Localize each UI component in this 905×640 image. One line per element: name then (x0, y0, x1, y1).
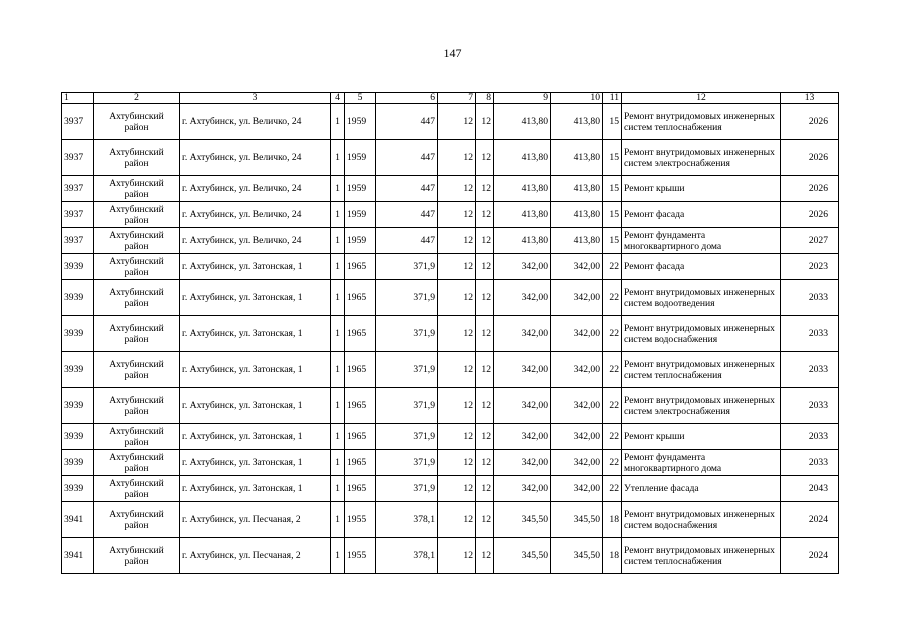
col8-cell: 12 (476, 476, 494, 502)
col11-cell: 22 (603, 476, 622, 502)
year-cell: 1965 (345, 316, 376, 352)
address-cell: г. Ахтубинск, ул. Песчаная, 2 (180, 502, 331, 538)
col11-cell: 15 (603, 140, 622, 176)
house-id-cell: 3939 (62, 280, 94, 316)
col8-cell: 12 (476, 316, 494, 352)
year-planned-cell: 2026 (781, 104, 839, 140)
address-cell: г. Ахтубинск, ул. Затонская, 1 (180, 476, 331, 502)
year-cell: 1965 (345, 424, 376, 450)
col7-cell: 12 (438, 538, 476, 574)
column-number-row (62, 93, 839, 104)
year-cell: 1959 (345, 140, 376, 176)
year-planned-cell: 2033 (781, 450, 839, 476)
area-cell: 378,1 (376, 502, 438, 538)
address-cell: г. Ахтубинск, ул. Затонская, 1 (180, 424, 331, 450)
column-header: 10 (551, 93, 603, 104)
area-cell: 371,9 (376, 254, 438, 280)
col4-cell: 1 (331, 450, 345, 476)
col9-cell: 342,00 (494, 424, 551, 450)
col4-cell: 1 (331, 316, 345, 352)
district-cell: Ахтубинский район (94, 388, 180, 424)
col7-cell: 12 (438, 176, 476, 202)
year-planned-cell: 2027 (781, 228, 839, 254)
year-cell: 1965 (345, 254, 376, 280)
address-cell: г. Ахтубинск, ул. Затонская, 1 (180, 316, 331, 352)
house-id-cell: 3941 (62, 538, 94, 574)
house-id-cell: 3939 (62, 450, 94, 476)
table-row (62, 476, 839, 502)
district-cell: Ахтубинский район (94, 140, 180, 176)
district-cell: Ахтубинский район (94, 202, 180, 228)
col9-cell: 342,00 (494, 254, 551, 280)
year-planned-cell: 2024 (781, 502, 839, 538)
work-type-cell: Ремонт внутридомовых инженерных систем теплоснабжения (622, 538, 781, 574)
column-header: 7 (438, 93, 476, 104)
col7-cell: 12 (438, 228, 476, 254)
house-id-cell: 3937 (62, 228, 94, 254)
table-row (62, 176, 839, 202)
col7-cell: 12 (438, 202, 476, 228)
year-planned-cell: 2033 (781, 352, 839, 388)
work-type-cell: Ремонт крыши (622, 176, 781, 202)
area-cell: 447 (376, 228, 438, 254)
year-planned-cell: 2033 (781, 316, 839, 352)
area-cell: 371,9 (376, 424, 438, 450)
area-cell: 447 (376, 202, 438, 228)
table-row (62, 104, 839, 140)
area-cell: 371,9 (376, 280, 438, 316)
col4-cell: 1 (331, 388, 345, 424)
area-cell: 371,9 (376, 352, 438, 388)
table-row (62, 450, 839, 476)
table-row (62, 502, 839, 538)
area-cell: 371,9 (376, 476, 438, 502)
col4-cell: 1 (331, 140, 345, 176)
year-cell: 1965 (345, 280, 376, 316)
district-cell: Ахтубинский район (94, 280, 180, 316)
col9-cell: 342,00 (494, 388, 551, 424)
year-planned-cell: 2033 (781, 280, 839, 316)
work-type-cell: Ремонт крыши (622, 424, 781, 450)
year-cell: 1959 (345, 228, 376, 254)
col4-cell: 1 (331, 228, 345, 254)
year-planned-cell: 2023 (781, 254, 839, 280)
house-id-cell: 3937 (62, 176, 94, 202)
year-planned-cell: 2024 (781, 538, 839, 574)
house-id-cell: 3939 (62, 424, 94, 450)
col11-cell: 18 (603, 502, 622, 538)
col4-cell: 1 (331, 254, 345, 280)
year-cell: 1955 (345, 502, 376, 538)
col8-cell: 12 (476, 254, 494, 280)
col8-cell: 12 (476, 352, 494, 388)
table-row (62, 352, 839, 388)
col11-cell: 15 (603, 176, 622, 202)
col9-cell: 413,80 (494, 104, 551, 140)
col11-cell: 22 (603, 316, 622, 352)
col10-cell: 342,00 (551, 476, 603, 502)
district-cell: Ахтубинский район (94, 502, 180, 538)
col4-cell: 1 (331, 104, 345, 140)
year-cell: 1965 (345, 476, 376, 502)
col11-cell: 15 (603, 202, 622, 228)
col7-cell: 12 (438, 316, 476, 352)
col9-cell: 342,00 (494, 280, 551, 316)
house-id-cell: 3939 (62, 476, 94, 502)
col4-cell: 1 (331, 202, 345, 228)
col7-cell: 12 (438, 140, 476, 176)
column-header: 4 (331, 93, 345, 104)
table-body (62, 104, 839, 574)
address-cell: г. Ахтубинск, ул. Затонская, 1 (180, 352, 331, 388)
col4-cell: 1 (331, 502, 345, 538)
column-header: 13 (781, 93, 839, 104)
table-row (62, 316, 839, 352)
table-row (62, 254, 839, 280)
work-type-cell: Утепление фасада (622, 476, 781, 502)
year-planned-cell: 2043 (781, 476, 839, 502)
col11-cell: 22 (603, 254, 622, 280)
col9-cell: 413,80 (494, 228, 551, 254)
district-cell: Ахтубинский район (94, 228, 180, 254)
col4-cell: 1 (331, 280, 345, 316)
house-id-cell: 3939 (62, 316, 94, 352)
year-cell: 1955 (345, 538, 376, 574)
column-header: 6 (376, 93, 438, 104)
address-cell: г. Ахтубинск, ул. Затонская, 1 (180, 254, 331, 280)
year-cell: 1959 (345, 202, 376, 228)
col9-cell: 342,00 (494, 352, 551, 388)
district-cell: Ахтубинский район (94, 476, 180, 502)
year-planned-cell: 2033 (781, 424, 839, 450)
col10-cell: 413,80 (551, 228, 603, 254)
col11-cell: 18 (603, 538, 622, 574)
table-row (62, 388, 839, 424)
address-cell: г. Ахтубинск, ул. Величко, 24 (180, 104, 331, 140)
capital-repair-table (61, 92, 839, 574)
col4-cell: 1 (331, 176, 345, 202)
col7-cell: 12 (438, 424, 476, 450)
table-row (62, 228, 839, 254)
work-type-cell: Ремонт фундамента многоквартирного дома (622, 228, 781, 254)
area-cell: 447 (376, 176, 438, 202)
column-header: 9 (494, 93, 551, 104)
area-cell: 371,9 (376, 388, 438, 424)
district-cell: Ахтубинский район (94, 424, 180, 450)
district-cell: Ахтубинский район (94, 104, 180, 140)
col8-cell: 12 (476, 202, 494, 228)
col10-cell: 342,00 (551, 280, 603, 316)
address-cell: г. Ахтубинск, ул. Величко, 24 (180, 176, 331, 202)
area-cell: 447 (376, 104, 438, 140)
col10-cell: 342,00 (551, 450, 603, 476)
year-cell: 1965 (345, 388, 376, 424)
address-cell: г. Ахтубинск, ул. Величко, 24 (180, 140, 331, 176)
work-type-cell: Ремонт внутридомовых инженерных систем водоснабжения (622, 502, 781, 538)
column-header: 11 (603, 93, 622, 104)
col9-cell: 413,80 (494, 176, 551, 202)
page-number: 147 (443, 46, 462, 60)
col7-cell: 12 (438, 254, 476, 280)
col8-cell: 12 (476, 502, 494, 538)
work-type-cell: Ремонт внутридомовых инженерных систем водоснабжения (622, 316, 781, 352)
col9-cell: 345,50 (494, 502, 551, 538)
col10-cell: 345,50 (551, 538, 603, 574)
house-id-cell: 3937 (62, 140, 94, 176)
col4-cell: 1 (331, 424, 345, 450)
address-cell: г. Ахтубинск, ул. Величко, 24 (180, 202, 331, 228)
work-type-cell: Ремонт внутридомовых инженерных систем теплоснабжения (622, 104, 781, 140)
year-cell: 1965 (345, 352, 376, 388)
work-type-cell: Ремонт фасада (622, 202, 781, 228)
district-cell: Ахтубинский район (94, 316, 180, 352)
col8-cell: 12 (476, 176, 494, 202)
column-header: 12 (622, 93, 781, 104)
col11-cell: 22 (603, 424, 622, 450)
work-type-cell: Ремонт внутридомовых инженерных систем водоотведения (622, 280, 781, 316)
column-header: 5 (345, 93, 376, 104)
col8-cell: 12 (476, 280, 494, 316)
address-cell: г. Ахтубинск, ул. Песчаная, 2 (180, 538, 331, 574)
col10-cell: 342,00 (551, 254, 603, 280)
address-cell: г. Ахтубинск, ул. Затонская, 1 (180, 450, 331, 476)
table-row (62, 538, 839, 574)
work-type-cell: Ремонт внутридомовых инженерных систем теплоснабжения (622, 352, 781, 388)
col9-cell: 342,00 (494, 476, 551, 502)
col9-cell: 413,80 (494, 202, 551, 228)
col11-cell: 22 (603, 280, 622, 316)
col7-cell: 12 (438, 502, 476, 538)
year-cell: 1959 (345, 104, 376, 140)
house-id-cell: 3937 (62, 202, 94, 228)
col10-cell: 345,50 (551, 502, 603, 538)
col8-cell: 12 (476, 538, 494, 574)
column-header: 2 (94, 93, 180, 104)
area-cell: 371,9 (376, 316, 438, 352)
col11-cell: 22 (603, 388, 622, 424)
district-cell: Ахтубинский район (94, 450, 180, 476)
col10-cell: 413,80 (551, 202, 603, 228)
col7-cell: 12 (438, 280, 476, 316)
col10-cell: 413,80 (551, 176, 603, 202)
year-cell: 1965 (345, 450, 376, 476)
address-cell: г. Ахтубинск, ул. Затонская, 1 (180, 388, 331, 424)
address-cell: г. Ахтубинск, ул. Величко, 24 (180, 228, 331, 254)
col11-cell: 15 (603, 228, 622, 254)
district-cell: Ахтубинский район (94, 538, 180, 574)
table-row (62, 424, 839, 450)
house-id-cell: 3939 (62, 388, 94, 424)
area-cell: 378,1 (376, 538, 438, 574)
col9-cell: 345,50 (494, 538, 551, 574)
col11-cell: 22 (603, 450, 622, 476)
work-type-cell: Ремонт внутридомовых инженерных систем электроснабжения (622, 140, 781, 176)
col7-cell: 12 (438, 388, 476, 424)
col10-cell: 413,80 (551, 104, 603, 140)
year-planned-cell: 2026 (781, 140, 839, 176)
col8-cell: 12 (476, 388, 494, 424)
col4-cell: 1 (331, 476, 345, 502)
year-cell: 1959 (345, 176, 376, 202)
col8-cell: 12 (476, 104, 494, 140)
col9-cell: 413,80 (494, 140, 551, 176)
col7-cell: 12 (438, 352, 476, 388)
col10-cell: 342,00 (551, 352, 603, 388)
col8-cell: 12 (476, 140, 494, 176)
district-cell: Ахтубинский район (94, 254, 180, 280)
table-row (62, 202, 839, 228)
col8-cell: 12 (476, 450, 494, 476)
col8-cell: 12 (476, 424, 494, 450)
table-row (62, 140, 839, 176)
work-type-cell: Ремонт фасада (622, 254, 781, 280)
col4-cell: 1 (331, 352, 345, 388)
col10-cell: 342,00 (551, 424, 603, 450)
col9-cell: 342,00 (494, 316, 551, 352)
area-cell: 447 (376, 140, 438, 176)
col10-cell: 342,00 (551, 316, 603, 352)
district-cell: Ахтубинский район (94, 352, 180, 388)
col10-cell: 342,00 (551, 388, 603, 424)
col9-cell: 342,00 (494, 450, 551, 476)
column-header: 3 (180, 93, 331, 104)
col7-cell: 12 (438, 450, 476, 476)
year-planned-cell: 2026 (781, 202, 839, 228)
col11-cell: 22 (603, 352, 622, 388)
col4-cell: 1 (331, 538, 345, 574)
work-type-cell: Ремонт фундамента многоквартирного дома (622, 450, 781, 476)
col7-cell: 12 (438, 476, 476, 502)
year-planned-cell: 2026 (781, 176, 839, 202)
house-id-cell: 3939 (62, 352, 94, 388)
house-id-cell: 3941 (62, 502, 94, 538)
col8-cell: 12 (476, 228, 494, 254)
col7-cell: 12 (438, 104, 476, 140)
year-planned-cell: 2033 (781, 388, 839, 424)
col10-cell: 413,80 (551, 140, 603, 176)
column-header: 8 (476, 93, 494, 104)
column-header: 1 (62, 93, 94, 104)
house-id-cell: 3937 (62, 104, 94, 140)
district-cell: Ахтубинский район (94, 176, 180, 202)
address-cell: г. Ахтубинск, ул. Затонская, 1 (180, 280, 331, 316)
work-type-cell: Ремонт внутридомовых инженерных систем электроснабжения (622, 388, 781, 424)
table-row (62, 280, 839, 316)
col11-cell: 15 (603, 104, 622, 140)
house-id-cell: 3939 (62, 254, 94, 280)
area-cell: 371,9 (376, 450, 438, 476)
